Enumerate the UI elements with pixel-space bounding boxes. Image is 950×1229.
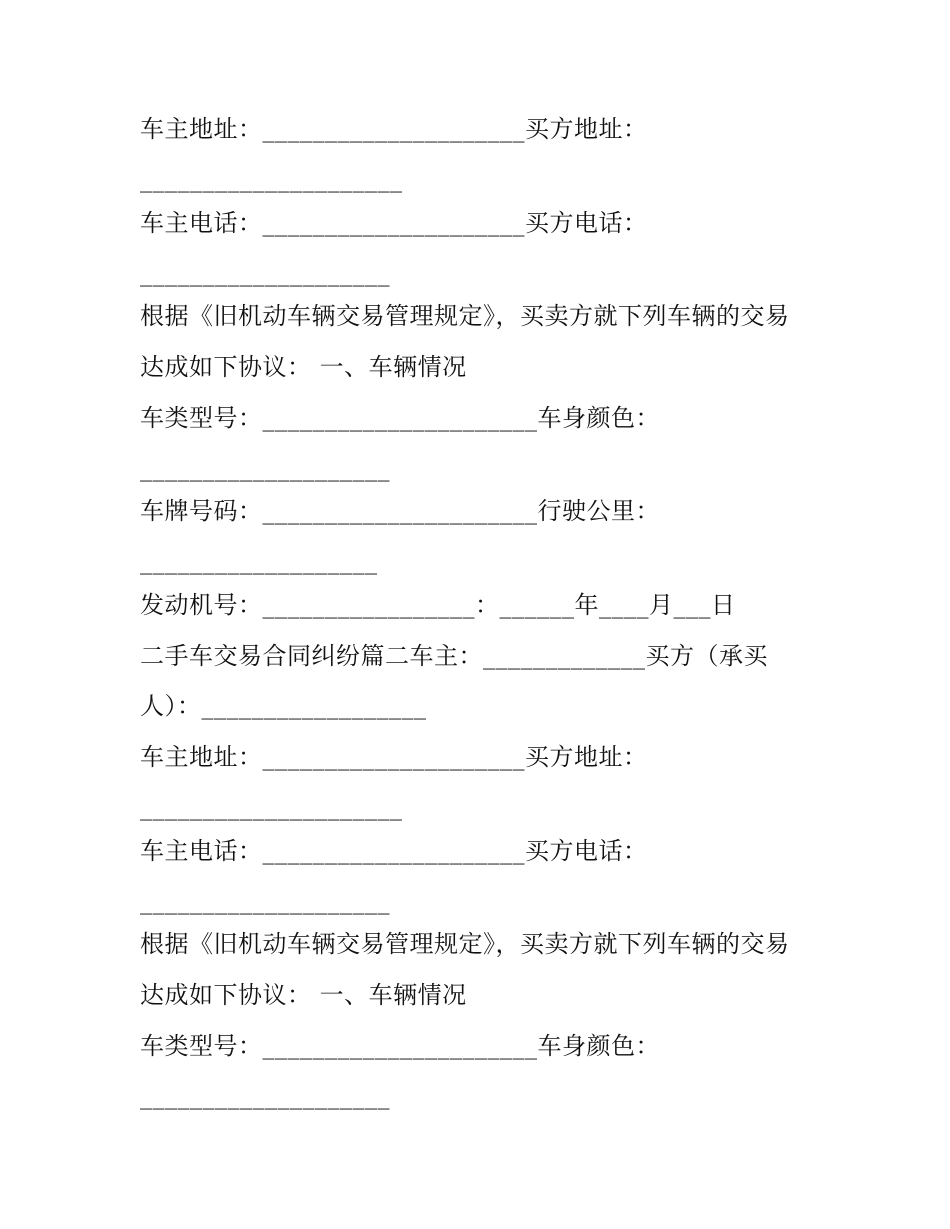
agreement-paragraph-line-1-b: 根据《旧机动车辆交易管理规定》，买卖方就下列车辆的交易: [140, 930, 790, 958]
buyer-address-blank-2: _____________________: [140, 793, 403, 821]
agreement-paragraph-line-2: 达成如下协议： 一、车辆情况: [140, 353, 467, 381]
vehicle-model-line-2: 车类型号：______________________车身颜色：: [140, 1032, 660, 1060]
vehicle-color-blank-2: ____________________: [140, 1082, 390, 1110]
buyer-name-line: 人）：__________________: [140, 692, 427, 720]
agreement-paragraph-line-2-b: 达成如下协议： 一、车辆情况: [140, 981, 467, 1009]
vehicle-color-blank: ____________________: [140, 454, 390, 482]
owner-address-line: 车主地址：_____________________买方地址：: [140, 115, 648, 143]
mileage-blank: ___________________: [140, 547, 378, 575]
owner-phone-line-2: 车主电话：_____________________买方电话：: [140, 837, 648, 865]
section-two-owner-buyer-line: 二手车交易合同纠纷篇二车主：_____________买方（承买: [140, 642, 768, 670]
buyer-phone-blank: ____________________: [140, 259, 390, 287]
owner-phone-line: 车主电话：_____________________买方电话：: [140, 209, 648, 237]
buyer-phone-blank-2: ____________________: [140, 887, 390, 915]
engine-number-date-line: 发动机号：_________________：______年____月___日: [140, 591, 736, 619]
plate-number-line: 车牌号码：______________________行驶公里：: [140, 497, 660, 525]
buyer-address-blank: _____________________: [140, 165, 403, 193]
vehicle-model-line: 车类型号：______________________车身颜色：: [140, 404, 660, 432]
agreement-paragraph-line-1: 根据《旧机动车辆交易管理规定》，买卖方就下列车辆的交易: [140, 302, 790, 330]
owner-address-line-2: 车主地址：_____________________买方地址：: [140, 743, 648, 771]
